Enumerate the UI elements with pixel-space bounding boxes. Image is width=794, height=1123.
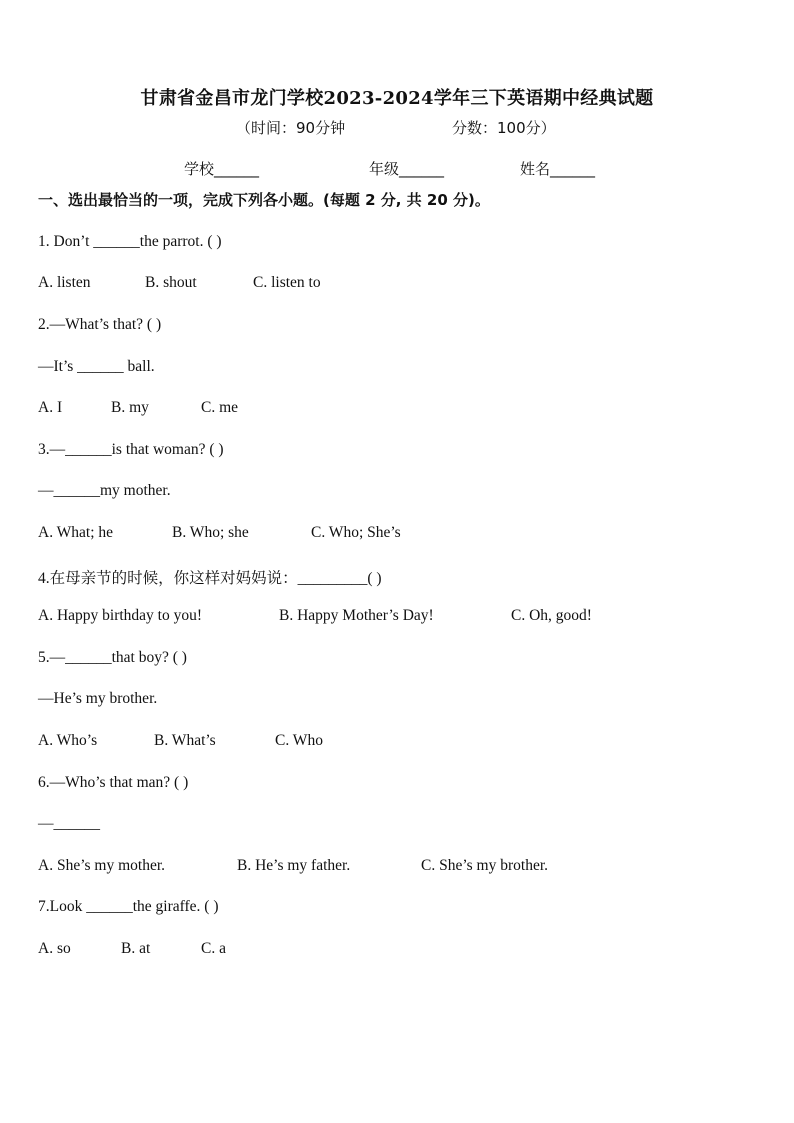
option-b: B. shout — [145, 274, 197, 291]
option-b: B. my — [111, 399, 149, 416]
question-5-options — [38, 732, 758, 754]
question-2-stem: 2.—What’s that? ( ) — [38, 316, 162, 333]
option-c: C. Who — [275, 732, 323, 749]
question-2-options — [38, 399, 758, 421]
school-field: 学校______ — [184, 160, 260, 178]
exam-time: （时间：90分钟 — [236, 119, 346, 137]
option-c: C. Who; She’s — [311, 524, 401, 541]
option-b: B. What’s — [154, 732, 216, 749]
question-3-stem: 3.—______is that woman? ( ) — [38, 441, 224, 458]
option-c: C. Oh, good! — [511, 607, 592, 624]
option-b: B. at — [121, 940, 151, 957]
question-1-stem: 1. Don’t ______the parrot. ( ) — [38, 233, 222, 250]
page-title: 甘肃省金昌市龙门学校2023-2024学年三下英语期中经典试题 — [140, 88, 654, 109]
question-2-reply: —It’s ______ ball. — [38, 358, 155, 375]
question-3-options — [38, 524, 758, 546]
option-a: A. so — [38, 940, 71, 957]
grade-field: 年级______ — [369, 160, 445, 178]
question-3-reply: —______my mother. — [38, 482, 171, 499]
option-c: C. a — [201, 940, 226, 957]
option-b: B. He’s my father. — [237, 857, 351, 874]
question-6-stem: 6.—Who’s that man? ( ) — [38, 774, 189, 791]
option-c: C. me — [201, 399, 239, 416]
question-6-options — [38, 857, 758, 879]
option-a: A. She’s my mother. — [38, 857, 166, 874]
question-6-reply: —______ — [38, 815, 100, 832]
question-4-options — [38, 607, 758, 629]
option-a: A. I — [38, 399, 63, 416]
question-4-stem: 4.在母亲节的时候，你这样对妈妈说：_________( ) — [38, 570, 382, 587]
option-a: A. listen — [38, 274, 91, 291]
question-7-stem: 7.Look ______the giraffe. ( ) — [38, 898, 219, 915]
name-field: 姓名______ — [520, 160, 596, 178]
option-a: A. What; he — [38, 524, 114, 541]
question-5-stem: 5.—______that boy? ( ) — [38, 649, 187, 666]
exam-score: 分数：100分） — [452, 119, 556, 137]
section-heading: 一、选出最恰当的一项，完成下列各小题。(每题 2 分, 共 20 分)。 — [38, 191, 490, 209]
option-c: C. She’s my brother. — [421, 857, 549, 874]
question-7-options — [38, 940, 758, 962]
option-b: B. Happy Mother’s Day! — [279, 607, 434, 624]
question-1-options — [38, 274, 758, 296]
option-b: B. Who; she — [172, 524, 249, 541]
question-5-reply: —He’s my brother. — [38, 690, 158, 707]
option-c: C. listen to — [253, 274, 321, 291]
option-a: A. Who’s — [38, 732, 98, 749]
option-a: A. Happy birthday to you! — [38, 607, 203, 624]
